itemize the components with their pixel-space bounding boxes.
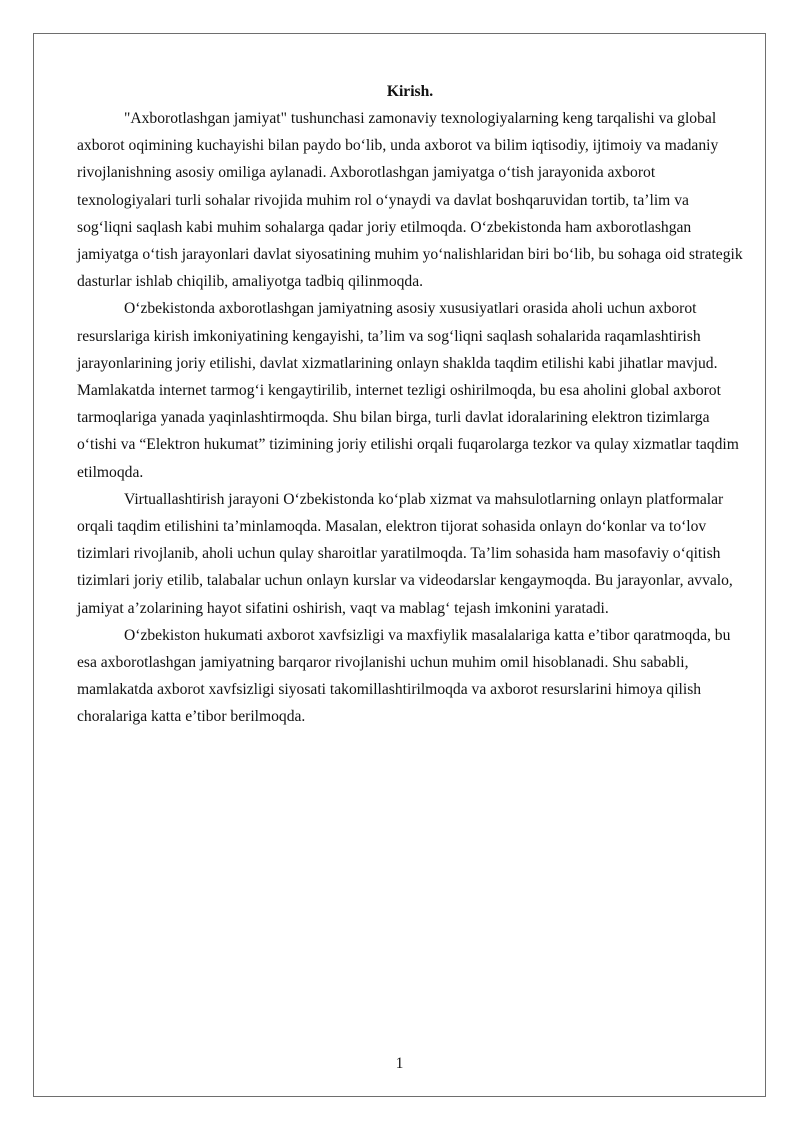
page-content [77, 78, 743, 731]
page-number: 1 [395, 1055, 404, 1072]
page-title: Kirish. [386, 83, 434, 100]
paragraph-3: Virtuallashtirish jarayoni O‘zbekistonda ko‘plab xizmat va mahsulotlarning onlayn platformalar orqali taqdim etilishini ta’minlamoqda. Masalan, elektron tijorat sohasida onlayn do‘konlar va to‘lov tizimlari rivojlanib, aholi uchun qulay sharoitlar yaratilmoqda. Ta’lim sohasida ham masofaviy o‘qitish tizimlari joriy etilib, talabalar uchun onlayn kurslar va videodarslar kengaymoqda. Bu jarayonlar, avvalo, jamiyat a’zolarining hayot sifatini oshirish, vaqt va mablag‘ tejash imkonini yaratadi. [77, 490, 733, 617]
paragraph-2: O‘zbekistonda axborotlashgan jamiyatning asosiy xususiyatlari orasida aholi uchun axborot resurslariga kirish imkoniyatining kengayishi, ta’lim va sog‘liqni saqlash sohalarida raqamlashtirish jarayonlarining joriy etilishi, davlat xizmatlarining onlayn shaklda taqdim etilishi kabi jihatlar mavjud. Mamlakatda internet tarmog‘i kengaytirilib, internet tezligi oshirilmoqda, bu esa aholini global axborot tarmoqlariga yanada yaqinlashtirmoqda. Shu bilan birga, turli davlat idoralarining elektron tizimlarga o‘tishi va “Elektron hukumat” tizimining joriy etilishi orqali fuqarolarga tezkor va qulay xizmatlar taqdim etilmoqda. [77, 300, 739, 481]
document-page [33, 33, 766, 1097]
paragraph-4: O‘zbekiston hukumati axborot xavfsizligi va maxfiylik masalalariga katta e’tibor qaratmoqda, bu esa axborotlashgan jamiyatning barqaror rivojlanishi uchun muhim omil hisoblanadi. Shu sababli, mamlakatda axborot xavfsizligi siyosati takomillashtirilmoqda va axborot resurslarini himoya qilish choralariga katta e’tibor berilmoqda. [77, 626, 731, 726]
paragraph-1: "Axborotlashgan jamiyat" tushunchasi zamonaviy texnologiyalarning keng tarqalishi va global axborot oqimining kuchayishi bilan paydo bo‘lib, unda axborot va bilim iqtisodiy, ijtimoiy va madaniy rivojlanishning asosiy omiliga aylanadi. Axborotlashgan jamiyatga o‘tish jarayonida axborot texnologiyalari turli sohalar rivojida muhim rol o‘ynaydi va davlat boshqaruvidan tortib, ta’lim va sog‘liqni saqlash kabi muhim sohalarga qadar joriy etilmoqda. O‘zbekistonda ham axborotlashgan jamiyatga o‘tish jarayonlari davlat siyosatining muhim yo‘nalishlaridan biri bo‘lib, bu sohaga oid strategik dasturlar ishlab chiqilib, amaliyotga tadbiq qilinmoqda. [77, 110, 743, 291]
